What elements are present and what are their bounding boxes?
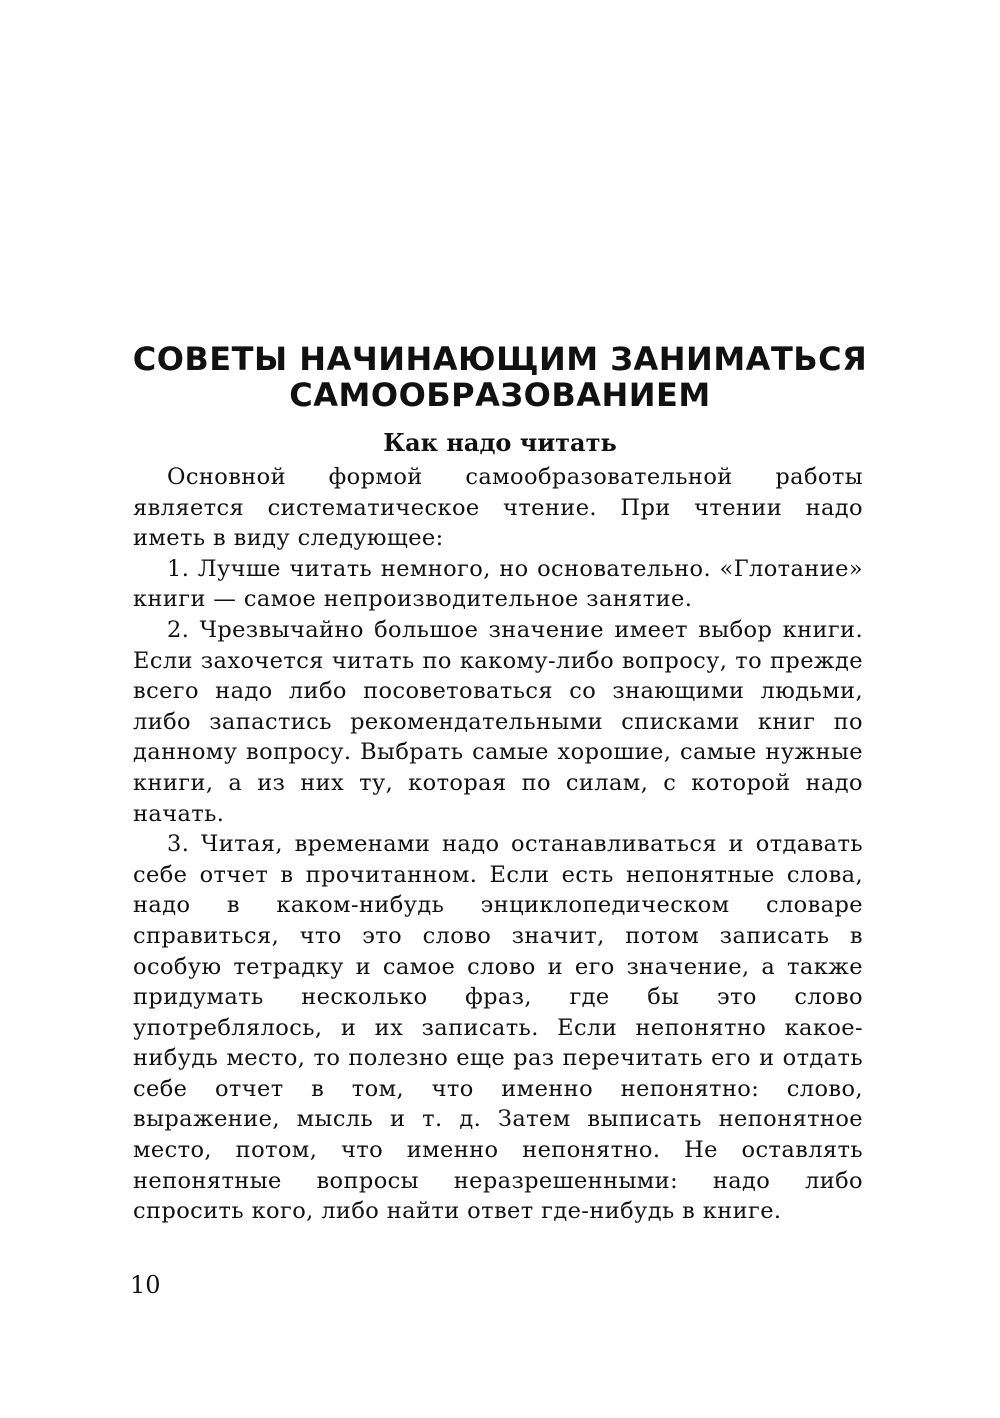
paragraph-point-2: 2. Чрезвычайно большое значение имеет выбор книги. Если захочется читать по какому-либо вопросу, то прежде всего надо либо посоветоваться со знающими людьми, либо запастись рекомендательными списками книг по данному вопросу. Выбрать самые хорошие, самые нужные книги, а из них ту, которая по силам, с которой надо начать. <box>133 616 863 827</box>
paragraph-point-3: 3. Читая, временами надо останавливаться и отдавать себе отчет в прочитанном. Если есть непонятные слова, надо в каком-нибудь энциклопедическом словаре справиться, что это слово значит, потом записать в особую тетрадку и самое слово и его значение, а также придумать несколько фраз, где бы это слово употреблялось, и их записать. Если непонятно какое-нибудь место, то полезно еще раз перечитать его и отдать себе отчет в том, что именно непонятно: слово, выражение, мысль и т. д. Затем выписать непонятное место, потом, что именно непонятно. Не оставлять непонятные вопросы неразрешенными: надо либо спросить кого, либо найти ответ где-нибудь в книге. <box>133 831 863 1225</box>
section-subtitle: Как надо читать <box>383 428 617 457</box>
page-title-line-2: САМООБРАЗОВАНИЕМ <box>289 376 711 414</box>
body-text <box>133 462 863 1227</box>
page-title-line-1: СОВЕТЫ НАЧИНАЮЩИМ ЗАНИМАТЬСЯ <box>132 340 868 378</box>
paragraph-point-1: 1. Лучше читать немного, но основательно. «Глотание» книги — самое непроизводительное занятие. <box>133 555 863 613</box>
page-number: 10 <box>130 1271 161 1299</box>
paragraph-intro: Основной формой самообразовательной работы является систематическое чтение. При чтении надо иметь в виду следующее: <box>133 464 863 552</box>
